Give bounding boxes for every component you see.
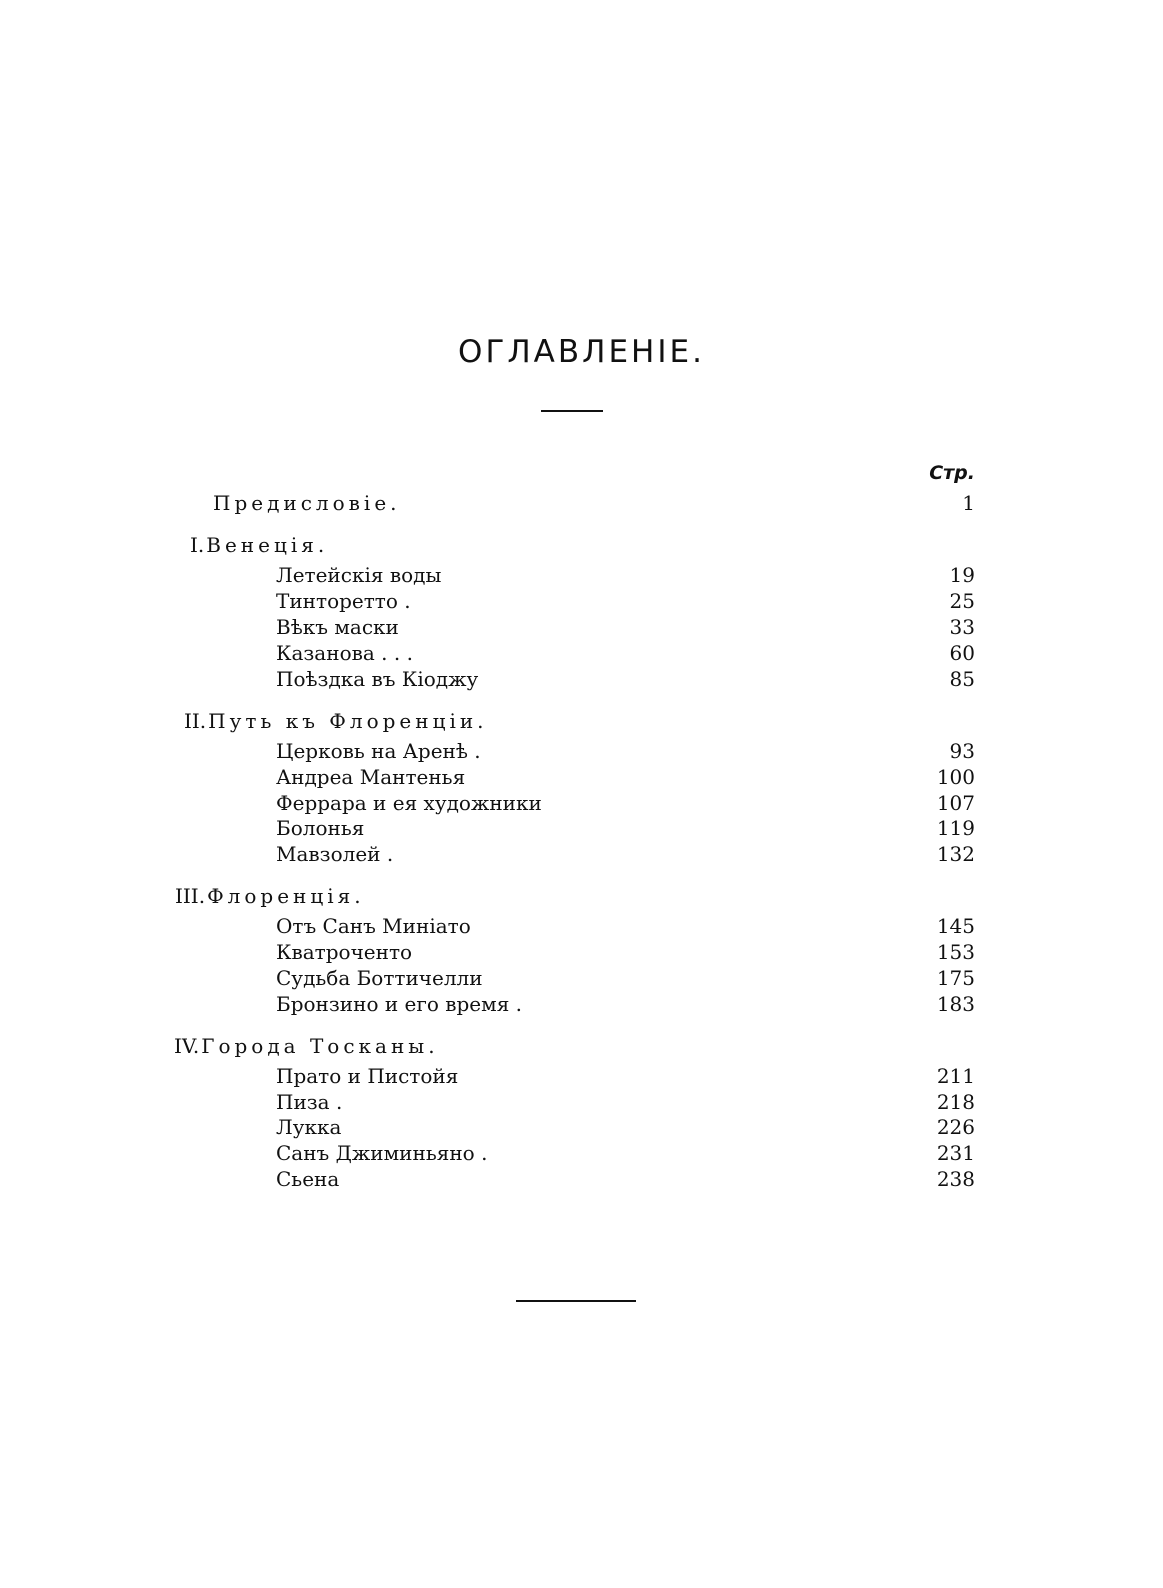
- toc-page-number: 93: [949, 739, 975, 763]
- page-title: ОГЛАВЛЕНІЕ.: [458, 334, 705, 370]
- toc-part-title: Города Тосканы.: [201, 1034, 439, 1058]
- toc-part-label: [175, 883, 365, 909]
- toc-part-numeral: III.: [175, 884, 206, 908]
- toc-part-heading[interactable]: [0, 883, 1163, 909]
- toc-entry-label: Отъ Санъ Миніато: [276, 914, 471, 938]
- toc-entry[interactable]: [0, 841, 1163, 867]
- toc-entry[interactable]: [0, 614, 1163, 640]
- closing-divider: [516, 1300, 636, 1302]
- toc-part-heading[interactable]: [0, 1033, 1163, 1059]
- toc-part-numeral: IV.: [174, 1034, 200, 1058]
- title-divider: [541, 410, 603, 412]
- toc-part-heading[interactable]: [0, 708, 1163, 734]
- toc-page-number: 85: [949, 667, 975, 691]
- toc-part-label: [174, 1033, 439, 1059]
- toc-entry-label: Мавзолей .: [276, 842, 394, 866]
- toc-page-number: 19: [949, 563, 975, 587]
- toc-entry-label: Предисловіе.: [213, 491, 401, 515]
- toc-page-number: 226: [936, 1115, 975, 1139]
- toc-entry[interactable]: [0, 1166, 1163, 1192]
- toc-entry[interactable]: [0, 1114, 1163, 1140]
- toc-part-label: [190, 532, 328, 558]
- toc-part-numeral: I.: [190, 533, 205, 557]
- toc-preface-line[interactable]: [0, 490, 1163, 516]
- toc-part-label: [184, 708, 488, 734]
- toc-entry[interactable]: [0, 790, 1163, 816]
- toc-entry[interactable]: [0, 738, 1163, 764]
- toc-entry[interactable]: [0, 815, 1163, 841]
- toc-entry-label: Пиза .: [276, 1090, 343, 1114]
- toc-entry[interactable]: [0, 965, 1163, 991]
- toc-page-number: 25: [949, 589, 975, 613]
- toc-page-number: 218: [936, 1090, 975, 1114]
- toc-page-number: 60: [949, 641, 975, 665]
- toc-entry[interactable]: [0, 1140, 1163, 1166]
- toc-page-number: 153: [936, 940, 975, 964]
- toc-part-title: Путь къ Флоренціи.: [208, 709, 488, 733]
- toc-entry-label: Церковь на Аренѣ .: [276, 739, 481, 763]
- toc-page-number: 175: [936, 966, 975, 990]
- toc-part-title: Флоренція.: [207, 884, 365, 908]
- toc-page-number: 119: [936, 816, 975, 840]
- toc-entry[interactable]: [0, 562, 1163, 588]
- toc-entry-label: Судьба Боттичелли: [276, 966, 483, 990]
- toc-entry[interactable]: [0, 666, 1163, 692]
- toc-page-number: 145: [936, 914, 975, 938]
- toc-entry-label: Санъ Джиминьяно .: [276, 1141, 488, 1165]
- page-column-header: Стр.: [929, 462, 975, 484]
- toc-entry[interactable]: [0, 1063, 1163, 1089]
- toc-page-number: 238: [936, 1167, 975, 1191]
- toc-entry-label: Поѣздка въ Кіоджу: [276, 667, 479, 691]
- toc-page-number: 107: [936, 791, 975, 815]
- toc-entry-label: Казанова . . .: [276, 641, 413, 665]
- toc-entry[interactable]: [0, 1089, 1163, 1115]
- toc-entry-label: Феррара и ея художники: [276, 791, 542, 815]
- toc-page-number: 132: [936, 842, 975, 866]
- toc-entry[interactable]: [0, 764, 1163, 790]
- toc-entry-label: Лукка: [276, 1115, 342, 1139]
- toc-entry-label: Кватроченто: [276, 940, 413, 964]
- toc-part-title: Венеція.: [206, 533, 329, 557]
- toc-entry-label: Сьена: [276, 1167, 340, 1191]
- toc-page-number: 100: [936, 765, 975, 789]
- toc-page-number: 183: [936, 992, 975, 1016]
- toc-part-numeral: II.: [184, 709, 207, 733]
- toc-entry-label: Летейскія воды: [276, 563, 442, 587]
- toc-entry-label: Тинторетто .: [276, 589, 411, 613]
- toc-page-number: 1: [962, 491, 975, 515]
- toc-page-number: 231: [936, 1141, 975, 1165]
- toc-entry-label: Андреа Мантенья: [276, 765, 466, 789]
- toc-part-heading[interactable]: [0, 532, 1163, 558]
- toc-entry[interactable]: [0, 588, 1163, 614]
- toc-entry-label: Болонья: [276, 816, 365, 840]
- toc-entry[interactable]: [0, 991, 1163, 1017]
- toc-entry[interactable]: [0, 913, 1163, 939]
- toc-entry-label: Прато и Пистойя: [276, 1064, 459, 1088]
- toc-entry[interactable]: [0, 939, 1163, 965]
- toc-page-number: 211: [936, 1064, 975, 1088]
- toc-entry-label: Бронзино и его время .: [276, 992, 523, 1016]
- toc-page-number: 33: [949, 615, 975, 639]
- toc-entry-label: Вѣкъ маски: [276, 615, 399, 639]
- toc-entry[interactable]: [0, 640, 1163, 666]
